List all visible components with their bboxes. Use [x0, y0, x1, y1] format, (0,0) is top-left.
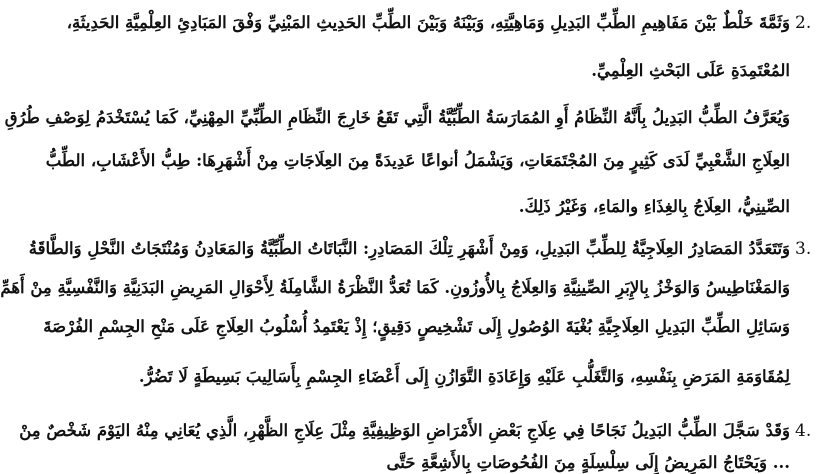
item-4-line-2: ... وَيَحْتَاجُ المَرِيضُ إِلَى سِلْسِلَةٍ مِنَ الفُحُوصَاتِ بِالأَشِعَّةِ حَتَّى — [386, 453, 790, 472]
definition-line-3: الصِّينِيُّ، العِلَاجُ بِالغِذَاءِ والمَاءِ، وَغَيْرُ ذَلِكَ. — [518, 197, 790, 216]
item-4-line-1: وَقَدْ سَجَّلَ الطِّبُّ البَدِيلُ نَجَاحًا فِي عِلَاجِ بَعْضِ الأَمْرَاضِ الوَظِيفِيَّةِ مِثْلَ عِلَاجِ الظَّهْرِ، الَّذِي يُعَانِي مِنْهُ اليَوْمَ شَخْصٌ مِنْ — [19, 421, 790, 440]
item-number-4: 4. — [795, 421, 812, 441]
definition-line-2: العِلَاجِ الشَّعْبِيِّ لَدَى كَثِيرٍ مِنَ المُجْتَمَعَاتِ، وَيَشْمَلُ أنواعًا عَدِيدَةً مِنَ العِلَاجَاتِ مِنْ أَشْهَرِهَا: طِبُّ الأَعْشَابِ، الطِّبُّ — [45, 151, 790, 170]
item-3-line-3: وَسَائِلِ الطِّبِّ البَدِيلِ العِلَاجِيَّةِ بُغْيَةَ الوُصُولِ إِلَى تَشْخِيصٍ دَقِيقٍ؛ إِذْ يَعْتَمِدُ أُسْلُوبُ العِلَاجِ عَلَى مَنْحِ الجِسْمِ الفُرْصَةَ — [43, 317, 790, 336]
item-3-line-2: وَالمَغْنَاطِيسُ وَالوَخْزُ بِالإِبَرِ الصِّينِيَّةِ وَالعِلَاجُ بِالأُوزُونِ. كَمَا تُعَدُّ النَّظْرَةُ الشَّامِلَةُ لِأَحْوَالِ المَرِيضِ البَدَنِيَّةِ وَالنَّفْسِيَّةِ مِنْ أَهَمِّ — [0, 278, 790, 297]
item-number-3: 3. — [795, 239, 812, 259]
item-3-line-1: وَتَتَعَدَّدُ المَصَادِرُ العِلَاجِيَّةُ لِلطِّبِّ البَدِيلِ، وَمِنْ أَشْهَرِ تِلْكَ المَصَادِرِ: النَّبَاتَاتُ الطِّبِّيَّةُ وَالمَعَادِنُ وَمُنْتَجَاتُ النَّحْلِ وَالطَّاقَةُ — [28, 239, 790, 258]
item-2-line-2: المُعْتَمِدَةِ عَلَى البَحْثِ العِلْمِيِّ. — [591, 61, 790, 80]
definition-line-1: وَيُعَرَّفُ الطِّبُّ البَدِيلُ بِأَنَّهُ النِّظَامُ أَوِ المُمَارَسَةُ الطِّبِّيَّةُ الَّتِي تَقَعُ خَارِجَ النِّظَامِ الطِّبِّيِّ المِهْنِيِّ، كَمَا يُسْتَخْدَمُ لِوَصْفِ طُرُقِ — [4, 108, 790, 127]
item-3-line-4: لِمُقَاوَمَةِ المَرَضِ بِنَفْسِهِ، وَالتَّغَلُّبِ عَلَيْهِ وَإِعَادَةِ التَّوَازُنِ إِلَى أَعْضَاءِ الجِسْمِ بِأَسَالِيبَ بَسِيطَةٍ لَا تَضُرُّ. — [138, 367, 790, 386]
item-2-line-1: وَثَمَّةَ خَلْطٌ بَيْنَ مَفَاهِيمِ الطِّبِّ البَدِيلِ وَمَاهِيَّتِهِ، وَبَيْنَهُ وَبَيْنَ الطِّبِّ الحَدِيثِ المَبْنِيِّ وَفْقَ المَبَادِئِ العِلْمِيَّةِ الحَدِيثَةِ، — [66, 13, 790, 32]
item-number-2: 2. — [795, 13, 812, 33]
